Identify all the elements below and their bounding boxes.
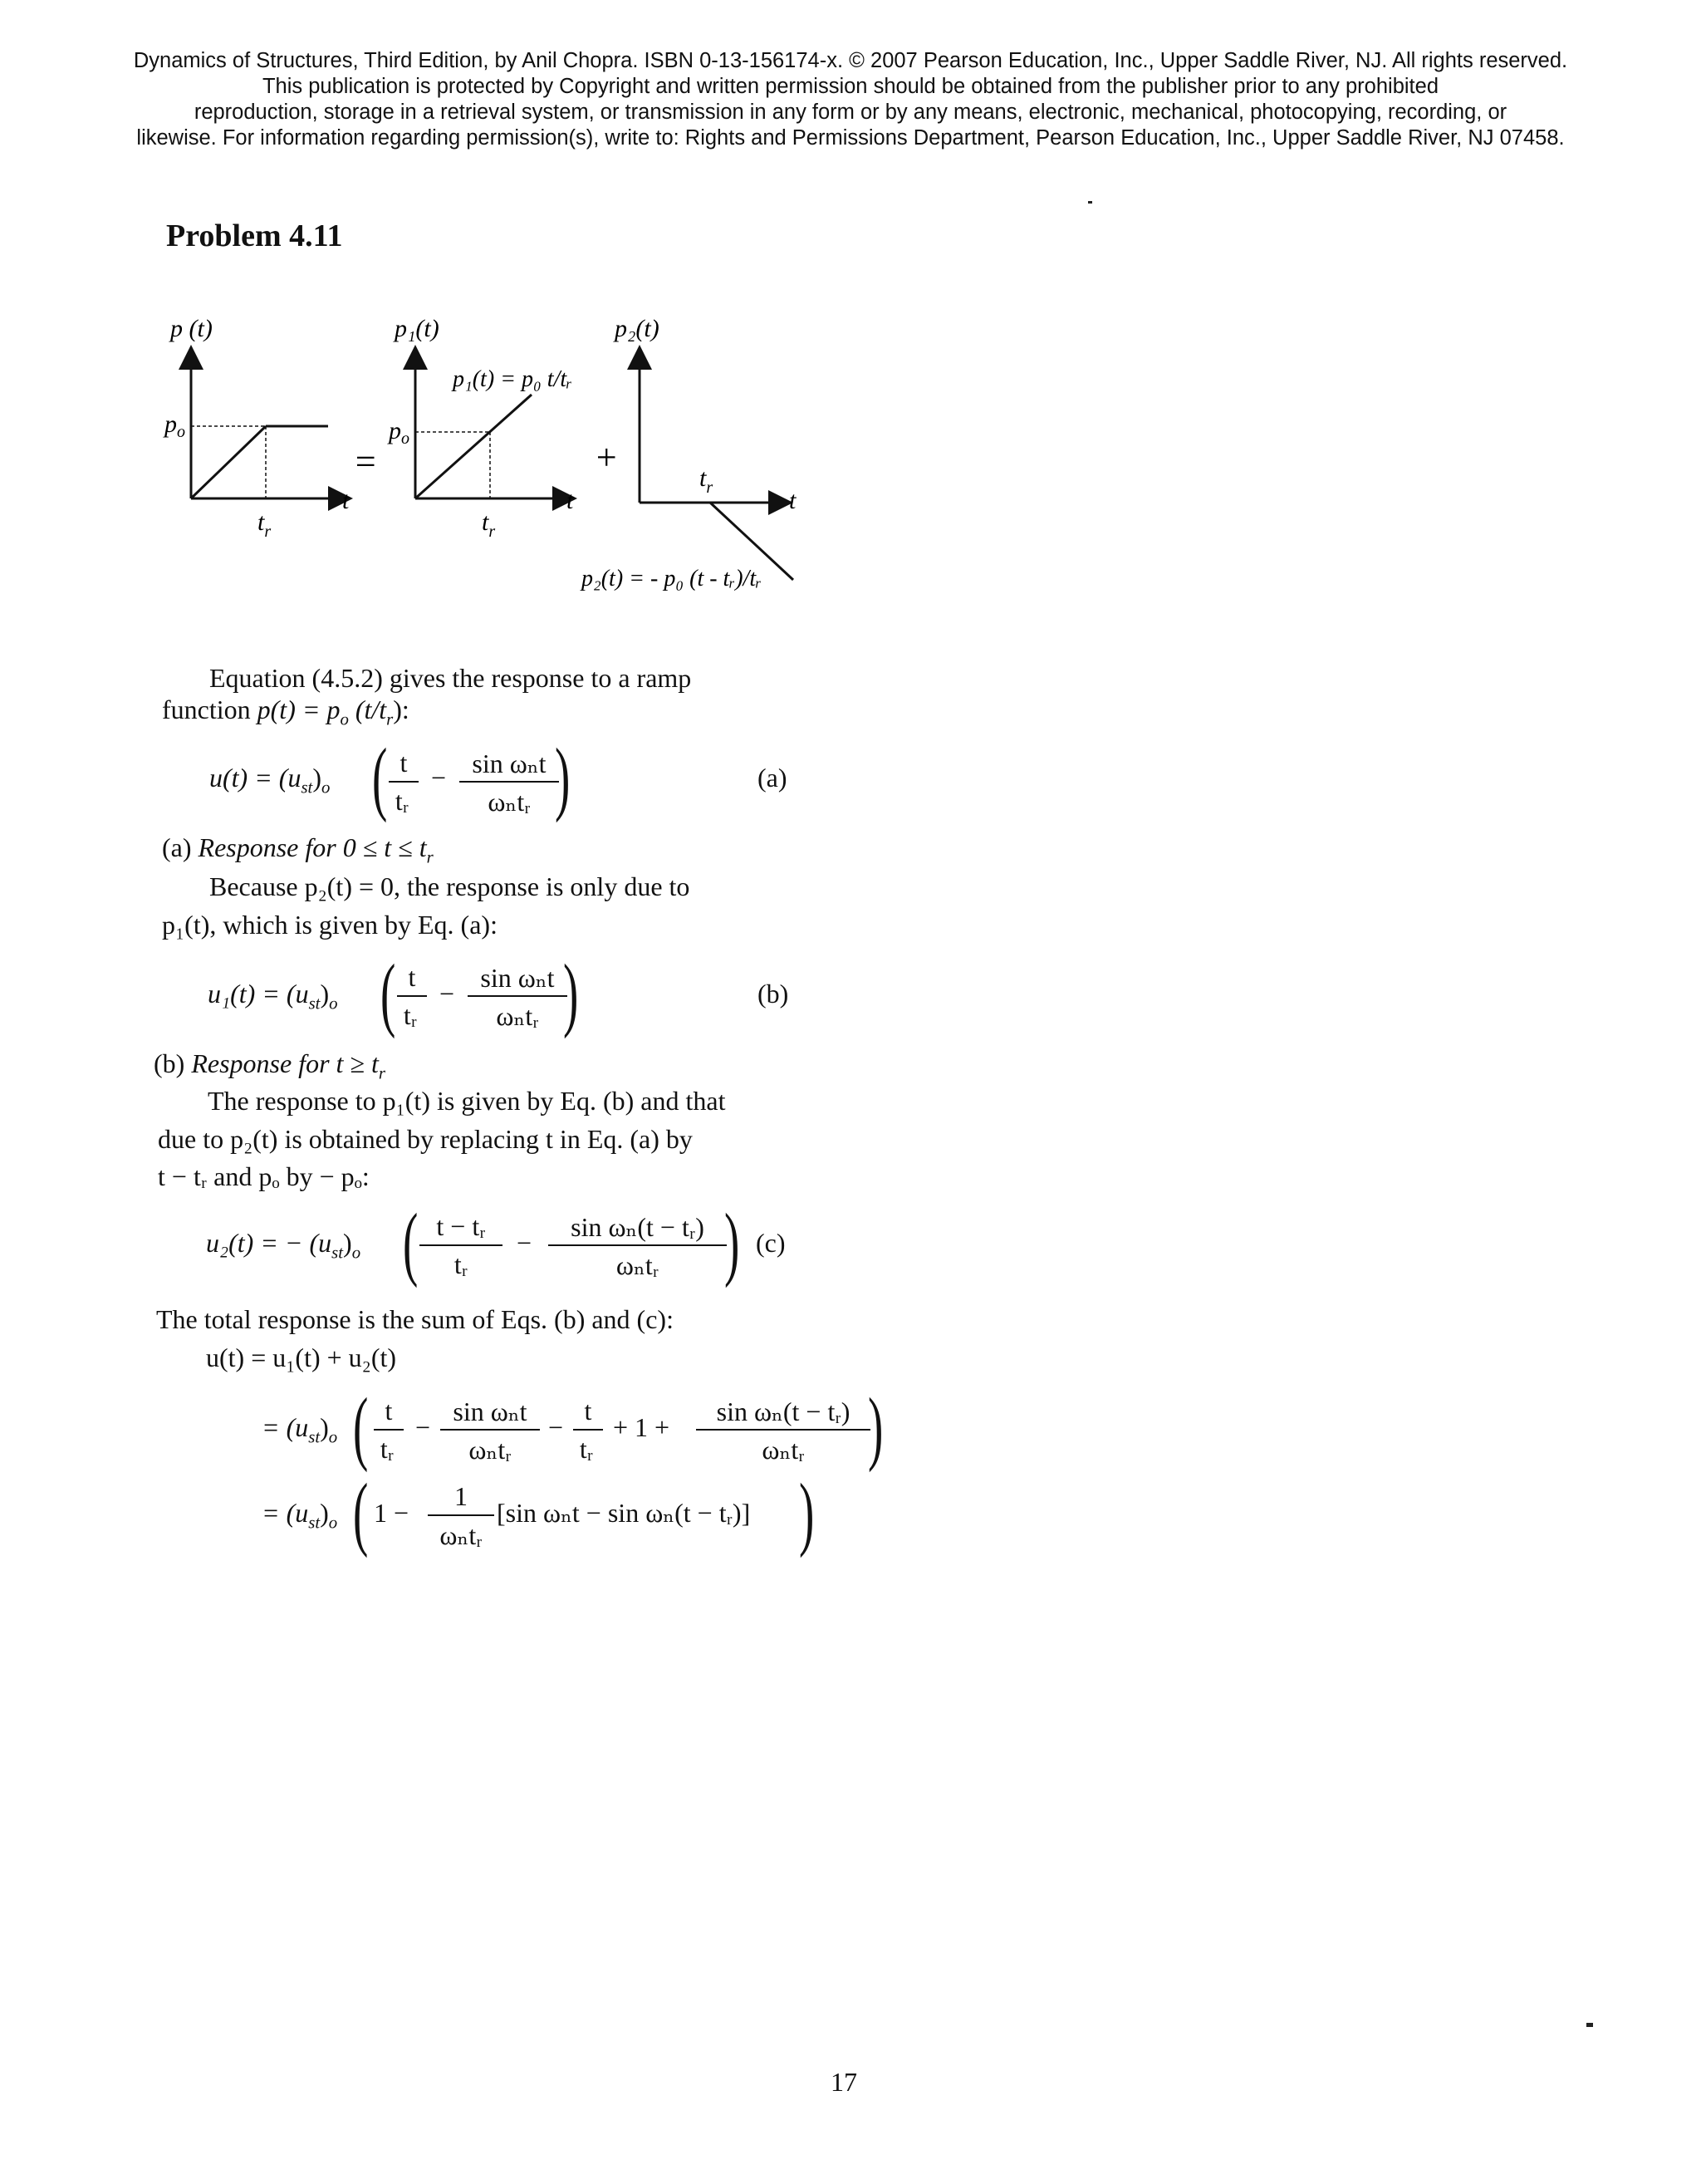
- eq-c-open-paren: (: [403, 1196, 419, 1288]
- sum-2-den-tr: tᵣ: [380, 1434, 395, 1464]
- sum-line-1: u(t) = u₁(t) + u₂(t): [206, 1342, 397, 1372]
- eq-c-num-sin: sin ωₙ(t − tᵣ): [571, 1212, 704, 1242]
- eq-a-num-t: t: [400, 748, 408, 778]
- load-decomposition-figure: [150, 316, 980, 598]
- sum-2-lhs: = $(u_{st})_o$: [262, 1412, 338, 1447]
- eq-a-label: (a): [757, 763, 787, 793]
- copyright-line-4: likewise. For information regarding permission(s), write to: Rights and Permissions Department, Pearson Education, Inc., Upper Saddle River, NJ 07458.: [136, 126, 1565, 150]
- eq-b-open-paren: (: [380, 947, 396, 1039]
- total-response-line: The total response is the sum of Eqs. (b) and (c):: [156, 1304, 674, 1334]
- sum-2-bar-3: [573, 1429, 603, 1431]
- eq-b-den-wtr: ωₙtᵣ: [496, 1001, 539, 1031]
- eq-b-bar-2: [468, 995, 567, 997]
- eq-a-den-wtr: ωₙtᵣ: [488, 787, 531, 817]
- sum-3-bar: [428, 1514, 494, 1516]
- part-b-line-2: due to p₂(t) is obtained by replacing t in Eq. (a) by: [158, 1124, 693, 1154]
- eq-c-num-t-minus-tr: t − tᵣ: [436, 1211, 486, 1241]
- plus-sign: +: [594, 437, 619, 478]
- copyright-notice: [83, 48, 1618, 151]
- part-b-line-3: t − tᵣ and pₒ by − pₒ:: [158, 1161, 370, 1191]
- eq-c-den-wtr: ωₙtᵣ: [615, 1250, 659, 1280]
- copyright-line-2: This publication is protected by Copyright and written permission should be obtained from the publisher prior to any prohibited: [262, 75, 1439, 98]
- part-a-line-2: p₁(t), which is given by Eq. (a):: [162, 910, 498, 940]
- part-a-line-1: Because p₂(t) = 0, the response is only due to: [209, 871, 690, 901]
- sum-2-den-wtr-2: ωₙtᵣ: [762, 1435, 805, 1465]
- t-axis-label: t: [342, 487, 350, 514]
- sum-2-bar-2: [440, 1429, 540, 1431]
- eq-c-bar-2: [548, 1244, 727, 1246]
- sum-2-open-paren: (: [353, 1381, 369, 1473]
- eq-a-open-paren: (: [372, 731, 388, 823]
- p1-plot: [387, 316, 574, 541]
- sum-2-minus-2: −: [548, 1412, 564, 1442]
- eq-a-den-tr: tᵣ: [395, 786, 409, 816]
- part-b-heading: (b) Response for $t \ge t_r$: [154, 1048, 385, 1083]
- copyright-line-1: Dynamics of Structures, Third Edition, by Anil Chopra. ISBN 0-13-156174-x. © 2007 Pearson Education, Inc., Upper Saddle River, NJ. All rights reserved.: [133, 49, 1568, 72]
- eq-c-bar-1: [419, 1244, 502, 1246]
- eq-a-num-sin: sin ωₙt: [472, 748, 547, 778]
- scan-mark: [1586, 2023, 1593, 2027]
- eq-b-close-paren: ): [563, 947, 579, 1039]
- sum-2-plus-one: + 1 +: [613, 1412, 670, 1442]
- sum-2-bar-1: [374, 1429, 404, 1431]
- sum-3-den-wtr: ωₙtᵣ: [439, 1520, 483, 1550]
- eq-a-lhs: $u(t) = (u_{st})_o$: [209, 763, 331, 798]
- p2-tr-label: $t_r$: [699, 464, 713, 497]
- problem-title: Problem 4.11: [166, 218, 343, 253]
- eq-c-close-paren: ): [724, 1196, 740, 1288]
- p1-tr-label: $t_r$: [482, 508, 496, 541]
- p-plot: [163, 316, 350, 541]
- sum-2-num-t-2: t: [584, 1396, 592, 1426]
- sum-2-minus-1: −: [415, 1412, 431, 1442]
- po-label: $p_o$: [164, 410, 185, 441]
- eq-a-minus: −: [431, 763, 447, 793]
- eq-b-lhs: $u_1(t) = (u_{st})_o$: [208, 979, 338, 1013]
- sum-2-close-paren: ): [868, 1381, 884, 1473]
- eq-c-label: (c): [756, 1228, 786, 1258]
- p-axis-label: p (t): [170, 316, 213, 342]
- eq-a-bar-2: [459, 781, 559, 783]
- p1-t-axis-label: t: [566, 487, 574, 514]
- p1-po-label: $p_o$: [389, 417, 409, 448]
- intro-line-1: Equation (4.5.2) gives the response to a ramp: [209, 663, 692, 693]
- part-b-line-1: The response to p₁(t) is given by Eq. (b) and that: [208, 1086, 726, 1116]
- eq-b-bar-1: [397, 995, 427, 997]
- p2-formula: p₂(t) = - p₀ (t - tᵣ)/tᵣ: [581, 566, 762, 591]
- equals-sign: =: [353, 441, 378, 482]
- copyright-line-3: reproduction, storage in a retrieval system, or transmission in any form or by any means, electronic, mechanical, photocopying, recording, or: [194, 101, 1507, 124]
- sum-3-num-one: 1: [454, 1481, 468, 1511]
- eq-b-num-sin: sin ωₙt: [480, 963, 555, 993]
- sum-2-num-sin-shift: sin ωₙ(t − tᵣ): [716, 1396, 850, 1426]
- sum-3-close-paren: ): [799, 1466, 815, 1558]
- scan-mark: [1088, 201, 1092, 204]
- p1-formula: p₁(t) = p₀ t/tᵣ: [453, 366, 573, 392]
- tr-label: $t_r$: [257, 508, 272, 541]
- eq-c-minus: −: [517, 1228, 532, 1258]
- sum-3-bracket-expr: [sin ωₙt − sin ωₙ(t − tᵣ)]: [497, 1498, 751, 1528]
- p2-t-axis-label: t: [789, 487, 797, 514]
- sum-2-num-sin: sin ωₙt: [453, 1396, 527, 1426]
- eq-b-minus: −: [439, 979, 455, 1009]
- eq-b-label: (b): [757, 979, 789, 1009]
- page-number: 17: [831, 2067, 857, 2097]
- eq-b-num-t: t: [408, 962, 416, 992]
- sum-2-den-tr-2: tᵣ: [579, 1434, 594, 1464]
- sum-3-open-paren: (: [353, 1466, 369, 1558]
- intro-line-2: function $p(t) = p_o$ $(t/t_r)$:: [162, 694, 409, 729]
- eq-c-lhs: u₂(t) = − $(u_{st})_o$: [206, 1228, 361, 1263]
- eq-b-den-tr: tᵣ: [403, 1000, 418, 1030]
- p2-axis-label: p₂(t): [615, 316, 659, 342]
- eq-c-den-tr: tᵣ: [453, 1249, 468, 1279]
- p1-axis-label: p₁(t): [395, 316, 439, 342]
- sum-2-num-t: t: [385, 1396, 393, 1426]
- sum-2-den-wtr: ωₙtᵣ: [468, 1435, 512, 1465]
- sum-3-lhs: = $(u_{st})_o$: [262, 1498, 338, 1533]
- eq-a-close-paren: ): [555, 731, 571, 823]
- eq-a-bar-1: [389, 781, 419, 783]
- sum-3-one-minus: 1 −: [374, 1498, 409, 1528]
- part-a-heading: (a) Response for $0 \le t \le t_r$: [162, 832, 434, 867]
- sum-2-bar-4: [696, 1429, 870, 1431]
